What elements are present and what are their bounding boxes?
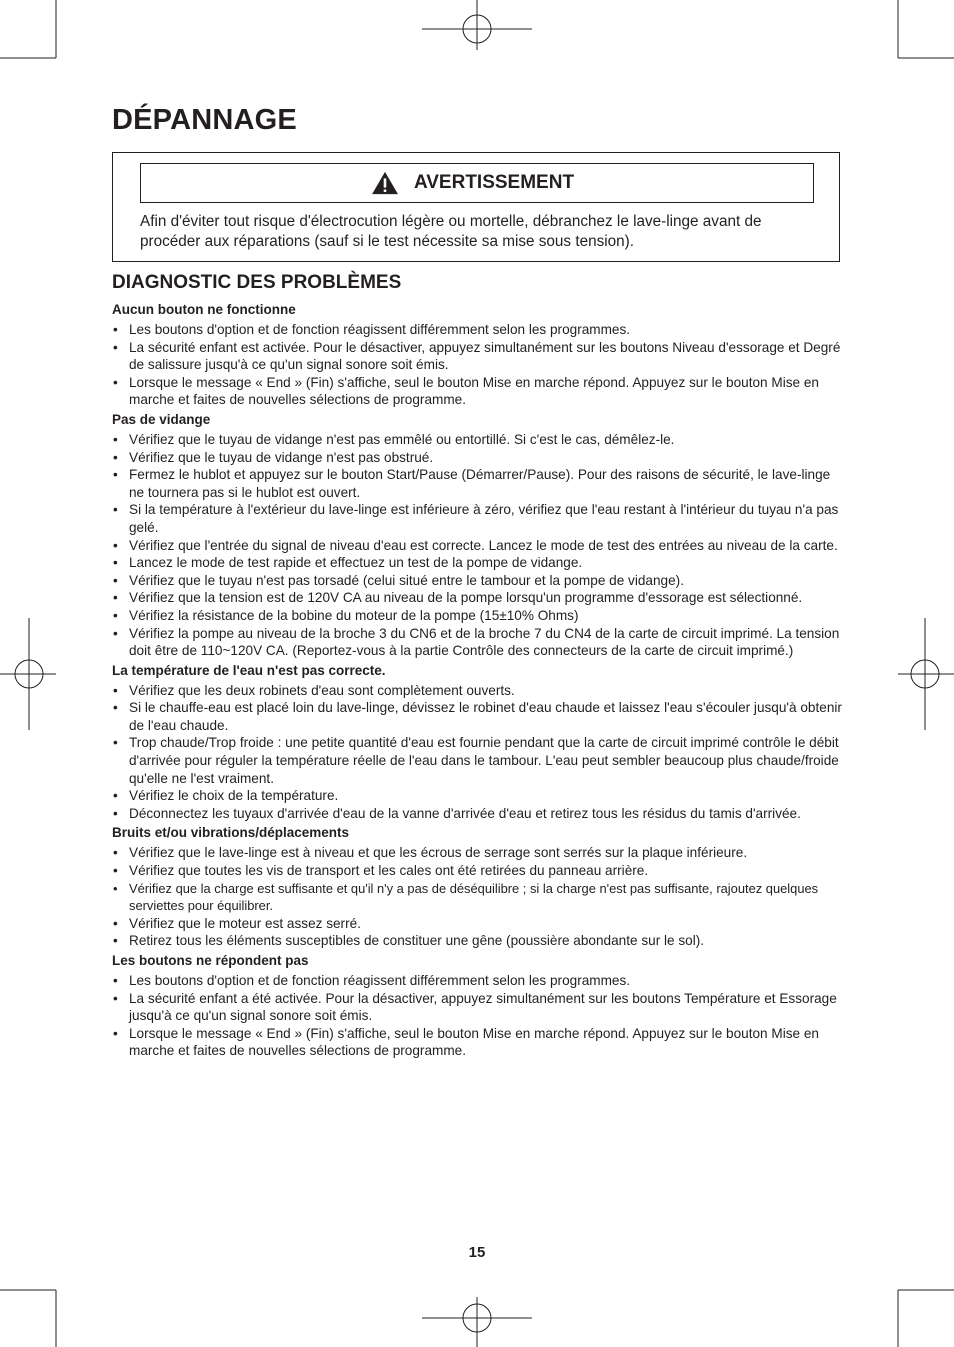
list-item-text: Lorsque le message « End » (Fin) s'affiche, seul le bouton Mise en marche répond. Appuyez sur le bouton Mise en marche et faites de nouvelles sélections de programme.	[129, 374, 819, 408]
section-heading: DIAGNOSTIC DES PROBLÈMES	[112, 272, 402, 293]
topic-heading: Les boutons ne répondent pas	[112, 953, 309, 968]
diagnostic-section	[112, 271, 842, 1062]
bullet-glyph: •	[113, 431, 118, 447]
warning-text: Afin d'éviter tout risque d'électrocution légère ou mortelle, débranchez le lave-linge avant de procéder aux réparations (sauf si le test nécessite sa mise sous tension).	[140, 213, 762, 250]
list-item-text: Vérifiez que le tuyau n'est pas torsadé (celui situé entre le tambour et la pompe de vidange).	[129, 572, 684, 588]
bullet-glyph: •	[113, 625, 118, 641]
topic	[112, 411, 842, 660]
list-item	[112, 682, 842, 700]
bullet-glyph: •	[113, 700, 118, 716]
list-item	[112, 972, 842, 990]
topic	[112, 824, 842, 950]
bullet-glyph: •	[113, 502, 118, 518]
bullet-list	[112, 682, 842, 823]
list-item-text: Si le chauffe-eau est placé loin du lave-linge, dévissez le robinet d'eau chaude et laissez l'eau s'écouler jusqu'à obtenir de l'eau chaude.	[129, 700, 842, 733]
bullet-glyph: •	[113, 449, 118, 465]
list-item	[112, 589, 842, 607]
list-item-text: Si la température à l'extérieur du lave-linge est inférieure à zéro, vérifiez que l'eau restant à l'intérieur du tuyau n'a pas gelé.	[129, 502, 839, 535]
topic	[112, 952, 842, 1060]
bullet-list	[112, 431, 842, 660]
list-item	[112, 805, 842, 823]
list-item-text: Lancez le mode de test rapide et effectuez un test de la pompe de vidange.	[129, 555, 583, 571]
list-item	[112, 321, 842, 339]
list-item	[112, 699, 842, 734]
list-item	[112, 734, 842, 787]
list-item-text: Vérifiez que le moteur est assez serré.	[129, 915, 361, 931]
list-item-text: La sécurité enfant a été activée. Pour la désactiver, appuyez simultanément sur les boutons Température et Essorage jusqu'à ce qu'un signal sonore soit émis.	[129, 990, 837, 1024]
bullet-glyph: •	[113, 572, 118, 588]
bullet-glyph: •	[113, 339, 118, 355]
list-item	[112, 932, 842, 950]
bullet-glyph: •	[113, 607, 118, 623]
list-item-text: Vérifiez la pompe au niveau de la broche 3 du CN6 et de la broche 7 du CN4 de la carte de circuit imprimé. La tension doit être de 110~120V CA. (Reportez-vous à la partie Contrôle des connecteurs de la carte de circuit imprimé.)	[129, 625, 840, 659]
list-item	[112, 787, 842, 805]
list-item-text: Déconnectez les tuyaux d'arrivée d'eau de la vanne d'arrivée d'eau et retirez tous les résidus du tamis d'arrivée.	[129, 805, 801, 821]
list-item	[112, 466, 842, 501]
list-item	[112, 449, 842, 467]
list-item-text: Lorsque le message « End » (Fin) s'affiche, seul le bouton Mise en marche répond. Appuyez sur le bouton Mise en marche et faites de nouvelles sélections de programme.	[129, 1025, 819, 1059]
bullet-glyph: •	[113, 590, 118, 606]
bullet-list	[112, 972, 842, 1060]
list-item-text: Vérifiez que la charge est suffisante et qu'il n'y a pas de déséquilibre ; si la charge n'est pas suffisante, rajoutez quelques serviettes pour équilibrer.	[129, 880, 819, 914]
page-title: DÉPANNAGE	[112, 104, 297, 136]
list-item-text: La sécurité enfant est activée. Pour le désactiver, appuyez simultanément sur les boutons Niveau d'essorage et Degré de salissure jusqu'à ce qu'un signal sonore soit émis.	[129, 339, 841, 373]
list-item-text: Vérifiez la résistance de la bobine du moteur de la pompe (15±10% Ohms)	[129, 607, 579, 623]
list-item-text: Vérifiez que toutes les vis de transport et les cales ont été retirées du panneau arrière.	[129, 863, 649, 879]
warning-box	[112, 152, 840, 262]
list-item	[112, 339, 842, 374]
topic-heading: Aucun bouton ne fonctionne	[112, 302, 296, 317]
list-item-text: Trop chaude/Trop froide : une petite quantité d'eau est fournie pendant que la carte de circuit imprimé contrôle le débit d'arrivée pour réguler la température réelle de l'eau dans le tambour. L'eau peut sembler beaucoup plus chaude/froide qu'elle ne l'est vraiment.	[129, 735, 839, 786]
list-item-text: Vérifiez que l'entrée du signal de niveau d'eau est correcte. Lancez le mode de test des entrées au niveau de la carte.	[129, 537, 838, 553]
list-item-text: Retirez tous les éléments susceptibles de constituer une gêne (poussière abondante sur le sol).	[129, 933, 705, 949]
list-item	[112, 990, 842, 1025]
bullet-glyph: •	[113, 735, 118, 751]
bullet-glyph: •	[113, 322, 118, 337]
bullet-glyph: •	[113, 933, 118, 949]
list-item-text: Vérifiez que le tuyau de vidange n'est pas obstrué.	[129, 449, 434, 465]
topics-container	[112, 301, 842, 1060]
list-item	[112, 374, 842, 409]
bullet-glyph: •	[113, 374, 118, 390]
topic-heading: Pas de vidange	[112, 411, 211, 427]
bullet-list	[112, 321, 842, 409]
bullet-glyph: •	[113, 788, 118, 804]
list-item	[112, 1025, 842, 1060]
list-item	[112, 844, 842, 862]
list-item-text: Vérifiez que la tension est de 120V CA au niveau de la pompe lorsqu'un programme d'essorage est sélectionné.	[129, 590, 803, 606]
bullet-glyph: •	[113, 682, 118, 698]
topic	[112, 301, 842, 409]
bullet-glyph: •	[113, 880, 118, 896]
list-item	[112, 862, 842, 880]
list-item	[112, 572, 842, 590]
list-item	[112, 915, 842, 933]
bullet-glyph: •	[113, 990, 118, 1006]
list-item-text: Les boutons d'option et de fonction réagissent différemment selon les programmes.	[129, 322, 631, 337]
list-item-text: Vérifiez que les deux robinets d'eau sont complètement ouverts.	[129, 682, 515, 698]
bullet-list	[112, 844, 842, 950]
list-item-text: Vérifiez que le lave-linge est à niveau et que les écrous de serrage sont serrés sur la plaque inférieure.	[129, 845, 748, 861]
bullet-glyph: •	[113, 467, 118, 483]
list-item	[112, 625, 842, 660]
bullet-glyph: •	[113, 845, 118, 861]
topic-heading: Bruits et/ou vibrations/déplacements	[112, 825, 350, 841]
list-item-text: Les boutons d'option et de fonction réagissent différemment selon les programmes.	[129, 973, 631, 988]
list-item-text: Vérifiez que le tuyau de vidange n'est pas emmêlé ou entortillé. Si c'est le cas, démêlez-le.	[129, 431, 675, 447]
topic	[112, 662, 842, 823]
bullet-glyph: •	[113, 537, 118, 553]
warning-triangle-icon	[370, 171, 400, 195]
list-item	[112, 537, 842, 555]
page-number: 15	[468, 1244, 486, 1261]
bullet-glyph: •	[113, 555, 118, 571]
list-item	[112, 880, 842, 915]
bullet-glyph: •	[113, 863, 118, 879]
warning-header	[140, 163, 814, 203]
warning-title: AVERTISSEMENT	[413, 172, 575, 193]
list-item	[112, 431, 842, 449]
list-item	[112, 554, 842, 572]
bullet-glyph: •	[113, 805, 118, 821]
bullet-glyph: •	[113, 915, 118, 931]
list-item-text: Fermez le hublot et appuyez sur le bouton Start/Pause (Démarrer/Pause). Pour des raisons de sécurité, le lave-linge ne tournera pas si le hublot est ouvert.	[129, 467, 831, 500]
list-item	[112, 607, 842, 625]
list-item	[112, 501, 842, 536]
bullet-glyph: •	[113, 1025, 118, 1041]
bullet-glyph: •	[113, 973, 118, 988]
topic-heading: La température de l'eau n'est pas correcte.	[112, 662, 386, 678]
list-item-text: Vérifiez le choix de la température.	[129, 788, 339, 804]
